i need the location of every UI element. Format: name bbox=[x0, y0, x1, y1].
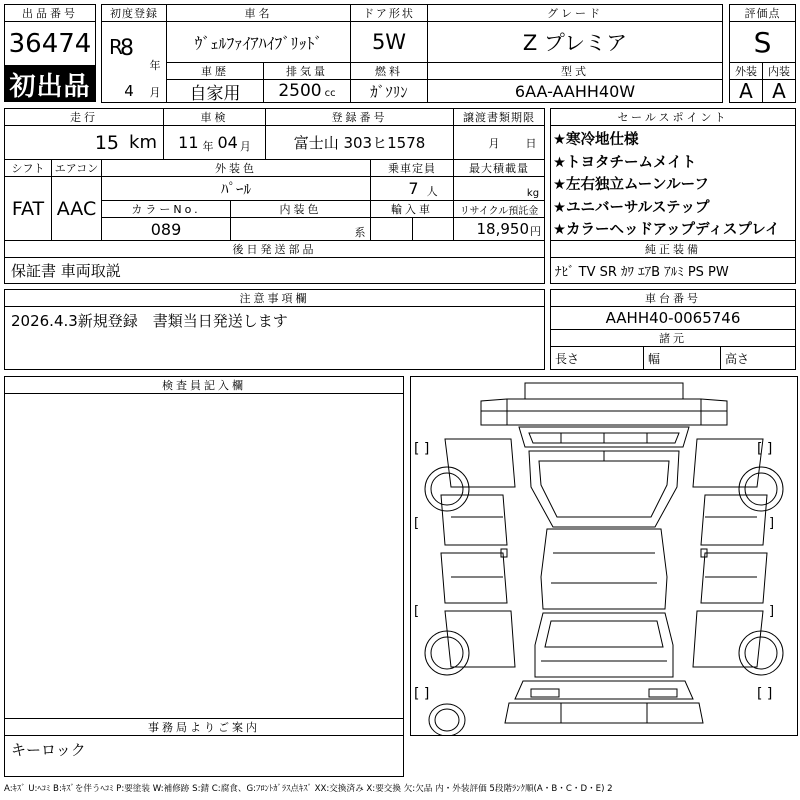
svg-text:[: [ bbox=[414, 604, 420, 619]
exterior-grade: A bbox=[729, 79, 763, 103]
mileage-label: 走行 bbox=[4, 108, 164, 126]
grade-label: グレード bbox=[427, 4, 723, 22]
exterior-grade-label: 外装 bbox=[729, 62, 763, 80]
model-code: 6AA-AAHH40W bbox=[427, 79, 723, 103]
sales-points-label: セールスポイント bbox=[550, 108, 796, 126]
svg-text:]: ] bbox=[769, 604, 775, 619]
parts-label: 後日発送部品 bbox=[4, 240, 545, 258]
mileage-unit: km bbox=[129, 132, 157, 153]
sales-point: ★ユニバーサルステップ bbox=[553, 199, 710, 216]
color-number: 089 bbox=[101, 217, 231, 241]
color-number-label: カラーNo. bbox=[101, 200, 231, 218]
interior-grade-label: 内装 bbox=[762, 62, 796, 80]
legend-text: A:ｷｽﾞ U:ﾍｺﾐ B:ｷｽﾞを伴うﾍｺﾐ P:要塗装 W:補修跡 S:錆 C:腐食、G:ﾌﾛﾝﾄｶﾞﾗｽ点ｷｽﾞ XX:交換済み X:要交換 欠:欠品 内・外装評価 5段階ﾗﾝｸ順(A・B・C・D・E) 2 bbox=[4, 784, 613, 794]
max-load-unit: kg bbox=[526, 187, 540, 199]
specs-label: 諸元 bbox=[550, 329, 796, 347]
year-unit: 年 bbox=[149, 59, 161, 72]
displacement: 2500 bbox=[278, 81, 322, 101]
history: 自家用 bbox=[166, 79, 264, 103]
car-name-label: 車名 bbox=[166, 4, 351, 22]
first-registration-label: 初度登録 bbox=[101, 4, 167, 22]
door-type: 5W bbox=[350, 21, 428, 63]
mileage-cell bbox=[4, 125, 164, 160]
inspection-label: 車検 bbox=[163, 108, 266, 126]
svg-text:]: ] bbox=[769, 516, 775, 531]
car-damage-diagram bbox=[410, 376, 798, 736]
inspector-label: 検査員記入欄 bbox=[4, 376, 404, 394]
height-label: 高さ bbox=[720, 346, 796, 370]
inspection-year-unit: 年 bbox=[202, 139, 214, 153]
notes-text: 2026.4.3新規登録 書類当日発送します bbox=[4, 306, 545, 370]
inspection-year: 11 bbox=[178, 133, 199, 152]
transfer-deadline-label: 譲渡書類期限 bbox=[453, 108, 545, 126]
model-label: 型式 bbox=[427, 62, 723, 80]
equipment: ﾅﾋﾞ TV SR ｶﾜ ｴｱB ｱﾙﾐ PS PW bbox=[550, 257, 796, 284]
lot-number: 36474 bbox=[4, 21, 96, 66]
recycle-label: リサイクル預託金 bbox=[453, 200, 545, 218]
sales-point: ★左右独立ムーンルーフ bbox=[553, 177, 709, 193]
capacity-cell bbox=[370, 176, 454, 201]
interior-color-label: 内装色 bbox=[230, 200, 371, 218]
interior-grade: A bbox=[762, 79, 796, 103]
recycle-unit: 円 bbox=[530, 224, 541, 238]
svg-text:[ ]: [ ] bbox=[757, 441, 773, 457]
length-label: 長さ bbox=[550, 346, 644, 370]
import-cell-a bbox=[370, 217, 413, 241]
width-label: 幅 bbox=[643, 346, 721, 370]
interior-color-cell bbox=[230, 217, 371, 241]
interior-color-unit: 系 bbox=[354, 226, 366, 239]
office-text: キーロック bbox=[4, 735, 404, 777]
score: S bbox=[729, 21, 796, 63]
inspector-box bbox=[4, 393, 404, 719]
mileage: 15 bbox=[94, 131, 120, 154]
max-load-label: 最大積載量 bbox=[453, 159, 545, 177]
inspection-cell bbox=[163, 125, 266, 160]
month-unit: 月 bbox=[149, 86, 161, 99]
sales-points-box bbox=[550, 125, 796, 241]
shift-label: シフト bbox=[4, 159, 52, 177]
grade: Z プレミア bbox=[427, 21, 723, 63]
recycle-fee: 18,950 bbox=[476, 220, 529, 238]
plate-number: 富士山 303ヒ1578 bbox=[265, 125, 454, 160]
first-listing-badge: 初出品 bbox=[4, 66, 96, 102]
exterior-color-label: 外装色 bbox=[101, 159, 371, 177]
capacity-label: 乗車定員 bbox=[370, 159, 454, 177]
svg-text:[: [ bbox=[414, 516, 420, 531]
door-type-label: ドア形状 bbox=[350, 4, 428, 22]
parts: 保証書 車両取説 bbox=[4, 257, 545, 284]
svg-text:[ ]: [ ] bbox=[414, 686, 430, 702]
lot-number-label: 出品番号 bbox=[4, 4, 96, 22]
svg-text:[ ]: [ ] bbox=[757, 686, 773, 702]
notes-label: 注意事項欄 bbox=[4, 289, 545, 307]
aircon-label: エアコン bbox=[51, 159, 102, 177]
chassis-label: 車台番号 bbox=[550, 289, 796, 307]
fuel-label: 燃料 bbox=[350, 62, 428, 80]
aircon: AAC bbox=[51, 176, 102, 241]
equipment-label: 純正装備 bbox=[550, 240, 796, 258]
chassis-number: AAHH40-0065746 bbox=[550, 306, 796, 330]
displacement-label: 排気量 bbox=[263, 62, 351, 80]
sales-point: ★トヨタチームメイト bbox=[553, 154, 697, 171]
recycle-cell bbox=[453, 217, 545, 241]
capacity: 7 bbox=[408, 179, 419, 198]
shift: FAT bbox=[4, 176, 52, 241]
import-label: 輸入車 bbox=[370, 200, 454, 218]
era-label: R bbox=[109, 35, 123, 59]
car-outline-icon bbox=[411, 377, 797, 735]
office-label: 事務局よりご案内 bbox=[4, 718, 404, 736]
displacement-cell bbox=[263, 79, 351, 103]
sales-point: ★カラーヘッドアップディスプレイ bbox=[553, 222, 780, 238]
displacement-unit: cc bbox=[324, 88, 336, 99]
fuel: ｶﾞｿﾘﾝ bbox=[350, 79, 428, 103]
import-cell-b bbox=[412, 217, 454, 241]
inspection-month-unit: 月 bbox=[239, 139, 251, 153]
capacity-unit: 人 bbox=[426, 184, 438, 198]
exterior-color: ﾊﾟｰﾙ bbox=[101, 176, 371, 201]
inspection-month: 04 bbox=[217, 133, 238, 152]
registration-month: 4 bbox=[124, 82, 134, 100]
plate-label: 登録番号 bbox=[265, 108, 454, 126]
car-name: ｳﾞｪﾙﾌｧｲｱﾊｲﾌﾞﾘｯﾄﾞ bbox=[166, 21, 351, 63]
history-label: 車歴 bbox=[166, 62, 264, 80]
sales-point: ★寒冷地仕様 bbox=[553, 132, 639, 148]
transfer-day-unit: 日 bbox=[525, 137, 537, 150]
svg-text:[ ]: [ ] bbox=[414, 441, 430, 457]
score-label: 評価点 bbox=[729, 4, 796, 22]
transfer-month-unit: 月 bbox=[488, 137, 500, 150]
registration-year: 8 bbox=[120, 35, 134, 61]
